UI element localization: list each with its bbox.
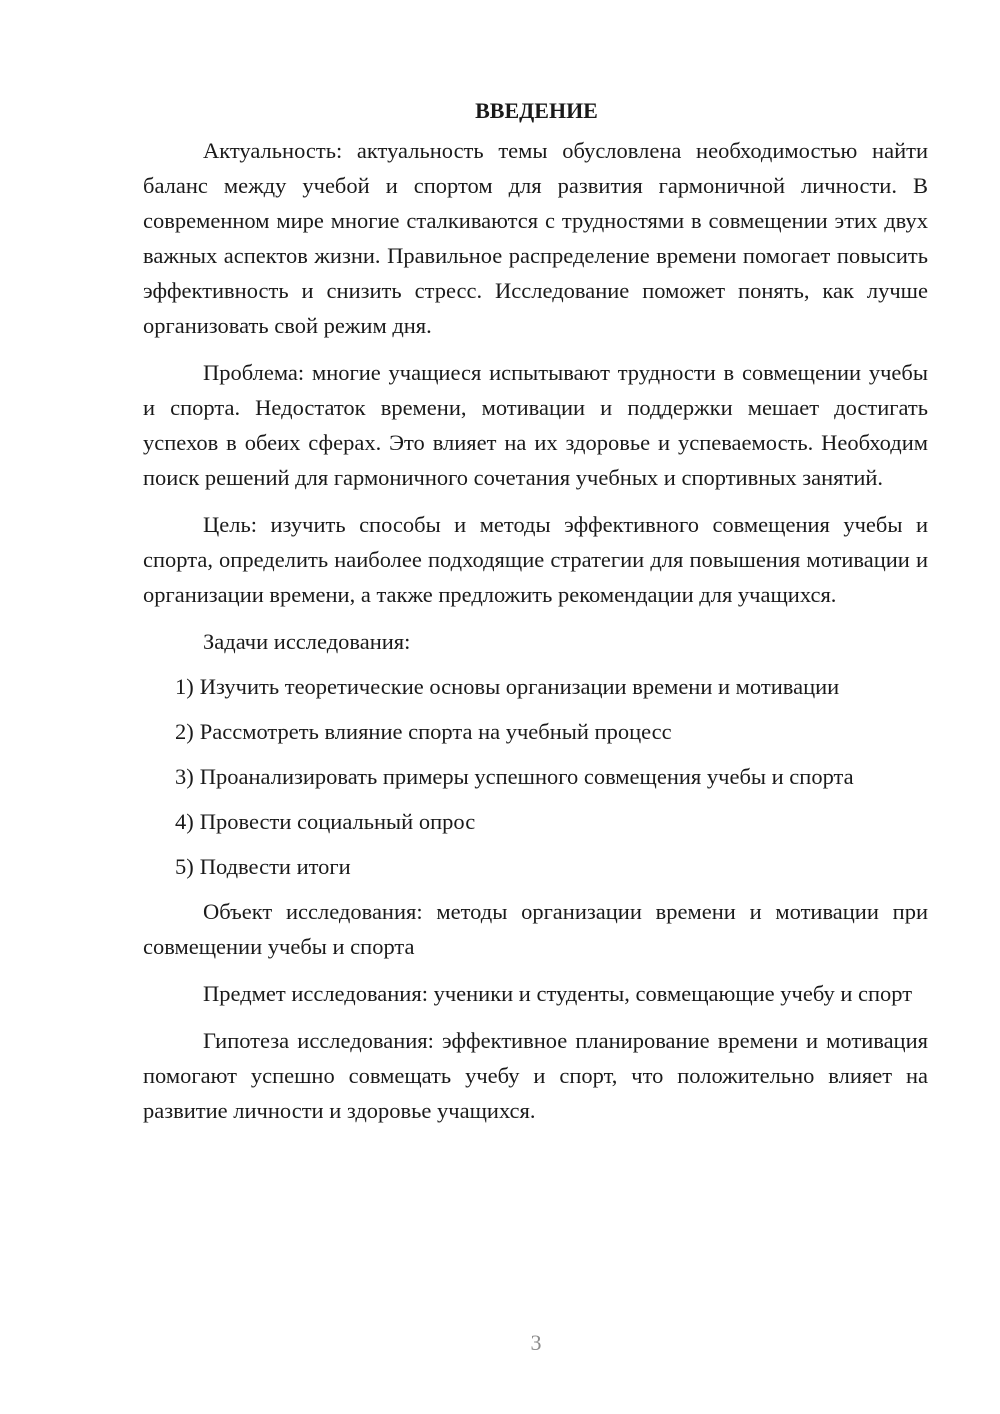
tasks-heading: Задачи исследования: xyxy=(203,629,411,654)
section-title: ВВЕДЕНИЕ xyxy=(475,98,598,123)
task-number: 4) xyxy=(175,809,194,834)
task-text: Рассмотреть влияние спорта на учебный процесс xyxy=(199,719,672,744)
goal-paragraph: Цель: изучить способы и методы эффективного совмещения учебы и спорта, определить наиболее подходящие стратегии для повышения мотивации и организации времени, а также предложить рекомендации для учащихся. xyxy=(143,512,928,607)
page-content xyxy=(143,92,928,1140)
subject-paragraph: Предмет исследования: ученики и студенты, совмещающие учебу и спорт xyxy=(203,981,913,1006)
task-number: 2) xyxy=(175,719,194,744)
relevance-paragraph: Актуальность: актуальность темы обусловлена необходимостью найти баланс между учебой и спортом для развития гармоничной личности. В современном мире многие сталкиваются с трудностями в совмещении этих двух важных аспектов жизни. Правильное распределение времени помогает повысить эффективность и снизить стресс. Исследование поможет понять, как лучше организовать свой режим дня. xyxy=(143,138,928,338)
task-item xyxy=(143,669,928,704)
task-text: Проанализировать примеры успешного совмещения учебы и спорта xyxy=(199,764,854,789)
hypothesis-paragraph: Гипотеза исследования: эффективное планирование времени и мотивация помогают успешно совмещать учебу и спорт, что положительно влияет на развитие личности и здоровье учащихся. xyxy=(143,1028,928,1123)
task-item xyxy=(143,849,928,884)
task-number: 3) xyxy=(175,764,194,789)
task-text: Провести социальный опрос xyxy=(199,809,476,834)
tasks-list xyxy=(143,669,928,884)
task-text: Подвести итоги xyxy=(199,854,351,879)
task-number: 5) xyxy=(175,854,194,879)
page-number: 3 xyxy=(530,1330,542,1355)
object-paragraph: Объект исследования: методы организации времени и мотивации при совмещении учебы и спорта xyxy=(143,899,928,959)
task-text: Изучить теоретические основы организации времени и мотивации xyxy=(199,674,840,699)
task-item xyxy=(143,759,928,794)
task-number: 1) xyxy=(175,674,194,699)
task-item xyxy=(143,714,928,749)
problem-paragraph: Проблема: многие учащиеся испытывают трудности в совмещении учебы и спорта. Недостаток времени, мотивации и поддержки мешает достигать успехов в обеих сферах. Это влияет на их здоровье и успеваемость. Необходим поиск решений для гармоничного сочетания учебных и спортивных занятий. xyxy=(143,360,928,490)
task-item xyxy=(143,804,928,839)
